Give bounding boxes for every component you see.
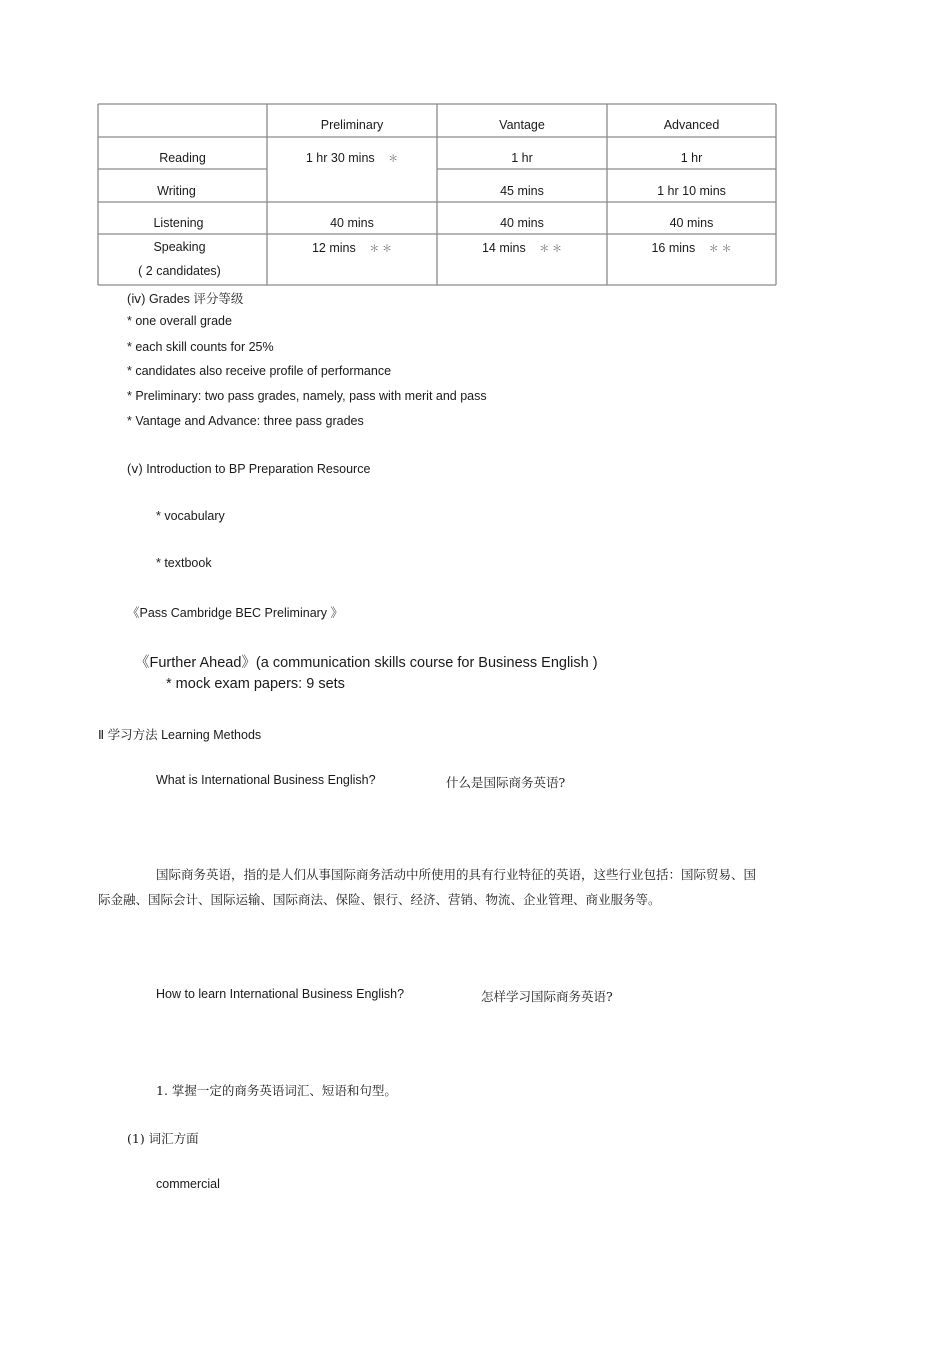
speaking-vantage — [437, 240, 607, 255]
listening-advanced: 40 mins — [669, 216, 714, 230]
header-vantage: Vantage — [499, 118, 545, 132]
vocab-word: commercial — [156, 1177, 220, 1191]
grades-heading: (ⅳ) Grades 评分等级 — [127, 292, 244, 306]
row-label-listening: Listening — [153, 216, 204, 230]
header-advanced: Advanced — [663, 118, 720, 132]
grades-item: * one overall grade — [127, 314, 232, 328]
speaking-vantage-mark: ＊ ＊ — [539, 244, 563, 255]
grades-item: * Vantage and Advance: three pass grades — [127, 414, 364, 428]
point-1: 1. 掌握一定的商务英语词汇、短语和句型。 — [156, 1083, 397, 1098]
exam-table-grid — [0, 0, 950, 300]
section-heading-learning-methods: Ⅱ 学习方法 Learning Methods — [98, 728, 262, 742]
mock-exam-papers: * mock exam papers: 9 sets — [166, 676, 345, 692]
question-how-to-learn: How to learn International Business English? — [156, 987, 405, 1001]
book-title-further-ahead: 《Further Ahead》(a communication skills course for Business English ) — [135, 655, 598, 671]
resource-textbook: * textbook — [156, 556, 212, 570]
speaking-advanced-value: 16 mins — [651, 241, 696, 255]
reading-preliminary-value: 1 hr 30 mins — [305, 151, 375, 165]
question-what-is-ibe-cn: 什么是国际商务英语? — [446, 775, 566, 790]
speaking-vantage-value: 14 mins — [481, 241, 526, 255]
row-label-reading: Reading — [159, 151, 206, 165]
row-label-speaking: Speaking — [153, 240, 206, 254]
question-what-is-ibe: What is International Business English? — [156, 773, 376, 787]
speaking-preliminary-mark: ＊ ＊ — [369, 244, 393, 255]
writing-advanced: 1 hr 10 mins — [657, 184, 726, 198]
listening-preliminary: 40 mins — [330, 216, 374, 230]
speaking-note: ( 2 candidates) — [138, 264, 221, 278]
definition-paragraph — [98, 862, 766, 912]
resource-vocabulary: * vocabulary — [156, 509, 225, 523]
row-label-writing: Writing — [157, 184, 196, 198]
reading-preliminary-mark: ＊ — [388, 154, 399, 165]
grades-item: * Preliminary: two pass grades, namely, pass with merit and pass — [127, 389, 487, 403]
writing-vantage: 45 mins — [500, 184, 544, 198]
definition-text: 国际商务英语，指的是人们从事国际商务活动中所使用的具有行业特征的英语，这些行业包括：国际贸易、国际金融、国际会计、国际运输、国际商法、保险、银行、经济、营销、物流、企业管理、商业服务等。 — [98, 867, 757, 907]
reading-advanced: 1 hr — [680, 151, 703, 165]
reading-vantage: 1 hr — [511, 151, 533, 165]
speaking-advanced — [607, 240, 776, 255]
resources-heading: (ⅴ) Introduction to BP Preparation Resource — [127, 462, 371, 476]
speaking-preliminary-value: 12 mins — [311, 241, 356, 255]
reading-preliminary — [267, 150, 437, 165]
question-how-to-learn-cn: 怎样学习国际商务英语? — [481, 989, 613, 1004]
grades-item: * candidates also receive profile of performance — [127, 364, 392, 378]
grades-item: * each skill counts for 25% — [127, 340, 274, 354]
listening-vantage: 40 mins — [500, 216, 544, 230]
header-preliminary: Preliminary — [320, 118, 384, 132]
subpoint-vocabulary: (1) 词汇方面 — [127, 1131, 199, 1146]
speaking-preliminary — [267, 240, 437, 255]
book-title-pass-cambridge: 《Pass Cambridge BEC Preliminary 》 — [127, 606, 344, 620]
speaking-advanced-mark: ＊ ＊ — [708, 244, 732, 255]
